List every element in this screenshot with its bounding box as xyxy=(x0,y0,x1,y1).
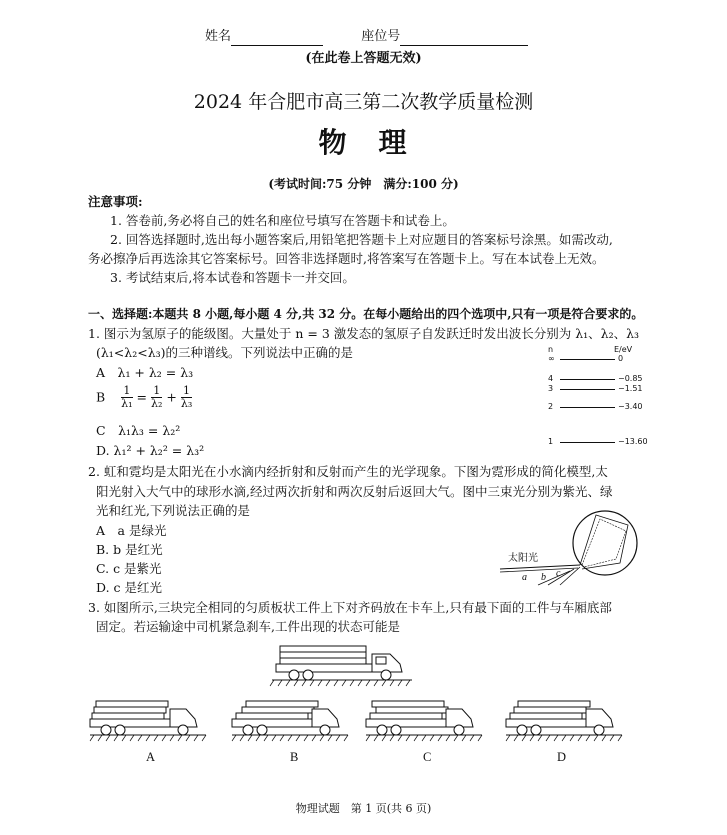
wheel xyxy=(257,725,267,735)
truck-cab xyxy=(586,709,613,727)
q3-option-d-label: D xyxy=(557,750,567,764)
notice-item-1: 1. 答卷前,务必将自己的姓名和座位号填写在答题卡和试卷上。 xyxy=(110,213,455,228)
plate-middle xyxy=(514,707,586,713)
wheel xyxy=(381,670,391,680)
seat-blank xyxy=(400,33,528,46)
q2-stem-line2: 阳光射入大气中的球形水滴,经过两次折射和两次反射后返回大气。图中三束光分别为紫光、绿 xyxy=(96,484,613,499)
wheel xyxy=(289,670,299,680)
wheel xyxy=(531,725,541,735)
ray-label-c: c xyxy=(556,568,561,579)
energy-level-diagram xyxy=(548,345,658,455)
energy-axis-label: E/eV xyxy=(614,345,633,354)
level-n-inf: ∞ xyxy=(548,354,555,363)
q2-stem-line3: 光和红光,下列说法正确的是 xyxy=(96,503,250,518)
invalid-note: (在此卷上答题无效) xyxy=(305,51,422,66)
ground-hatch xyxy=(232,735,348,741)
fraction-1: $\frac{1}{\text{λ₁}}$ xyxy=(121,384,133,410)
q2-option-a: A a 是绿光 xyxy=(96,523,167,538)
level-e-inf: 0 xyxy=(618,354,624,363)
plate-top xyxy=(246,701,318,707)
notice-heading: 注意事项: xyxy=(88,194,143,209)
wheel xyxy=(303,670,313,680)
level-line xyxy=(560,359,615,360)
plate-bottom xyxy=(236,713,308,719)
q1-stem-line2: (λ₁<λ₂<λ₃)的三种谱线。下列说法中正确的是 xyxy=(96,345,354,360)
ground-hatch xyxy=(90,735,206,741)
q1-option-c: C λ₁λ₃ = λ₂² xyxy=(96,423,181,438)
q3-option-a-label: A xyxy=(146,750,156,764)
internal-ray xyxy=(582,519,626,567)
level-line xyxy=(560,442,615,443)
level-line xyxy=(560,389,615,390)
plate-middle xyxy=(94,707,166,713)
ground-hatch xyxy=(366,735,482,741)
ground-hatch xyxy=(270,680,410,686)
q3-stem-line2: 固定。若运输途中司机紧急刹车,工件出现的状态可能是 xyxy=(96,619,400,634)
wheel xyxy=(391,725,401,735)
truck-bed xyxy=(366,719,446,727)
ray-label-b: b xyxy=(541,572,546,583)
level-e-1: −13.60 xyxy=(618,437,648,446)
level-n-2: 2 xyxy=(548,402,554,411)
ray-label-a: a xyxy=(522,572,527,583)
wheel xyxy=(178,725,188,735)
q1-option-b-letter: B xyxy=(96,389,106,405)
truck-main-figure xyxy=(272,640,417,686)
plate-bottom xyxy=(510,713,582,719)
q1-option-d: D. λ₁² + λ₂² = λ₃² xyxy=(96,443,205,458)
plate-top xyxy=(372,701,444,707)
name-blank xyxy=(231,33,323,46)
wheel xyxy=(454,725,464,735)
truck-option-b xyxy=(232,697,352,743)
fraction-3: $\frac{1}{\text{λ₃}}$ xyxy=(180,384,193,410)
sunlight-label: 太阳光 xyxy=(508,553,538,564)
q2-option-b: B. b 是红光 xyxy=(96,542,163,557)
level-e-2: −3.40 xyxy=(618,402,643,411)
plate-middle xyxy=(376,707,448,713)
page-footer: 物理试题 第 1 页(共 6 页) xyxy=(295,802,432,815)
wheel xyxy=(243,725,253,735)
plate-bottom xyxy=(370,713,442,719)
notice-item-2: 2. 回答选择题时,选出每小题答案后,用铅笔把答题卡上对应题目的答案标号涂黑。如需改动, xyxy=(110,232,613,247)
exam-title: 2024 年合肥市高三第二次教学质量检测 xyxy=(193,91,534,113)
q2-option-c: C. c 是紫光 xyxy=(96,561,162,576)
wheel xyxy=(517,725,527,735)
notice-item-3: 3. 考试结束后,将本试卷和答题卡一并交回。 xyxy=(110,270,355,285)
wheel xyxy=(101,725,111,735)
q1-option-b: B $\frac{1}{\text{λ₁}}$ = $\frac{1}{\text{λ₂}}$ + $\frac{1}{\text{λ₃}}$ xyxy=(96,384,193,410)
n-axis-label: n xyxy=(548,345,554,354)
level-n-4: 4 xyxy=(548,374,554,383)
level-n-1: 1 xyxy=(548,437,554,446)
truck-bed xyxy=(90,719,170,727)
plate-middle xyxy=(280,652,366,658)
name-label: 姓名 xyxy=(205,29,232,44)
truck-bed xyxy=(506,719,586,727)
q2-stem-line1: 2. 虹和霓均是太阳光在小水滴内经折射和反射而产生的光学现象。下图为霓形成的简化模型,太 xyxy=(88,464,608,479)
name-field xyxy=(205,28,528,46)
ground-hatch xyxy=(506,735,622,741)
q3-option-b-label: B xyxy=(290,750,299,764)
wheel xyxy=(320,725,330,735)
plate-top xyxy=(280,646,366,652)
notice-item-2-cont: 务必擦净后再选涂其它答案标号。回答非选择题时,将答案写在答题卡上。写在本试卷上无效。 xyxy=(88,251,605,266)
truck-option-d xyxy=(506,697,626,743)
plate-middle xyxy=(242,707,314,713)
truck-option-a xyxy=(90,697,210,743)
q1-stem-line1: 1. 图示为氢原子的能级图。大量处于 n = 3 激发态的氢原子自发跃迁时发出波长分别为 λ₁、λ₂、λ₃ xyxy=(88,326,640,341)
truck-cab xyxy=(170,709,197,727)
level-n-3: 3 xyxy=(548,384,554,393)
q3-option-c-label: C xyxy=(423,750,432,764)
fraction-2: $\frac{1}{\text{λ₂}}$ xyxy=(151,384,163,410)
seat-label: 座位号 xyxy=(361,29,401,44)
wheel xyxy=(115,725,125,735)
level-e-4: −0.85 xyxy=(618,374,643,383)
level-line xyxy=(560,407,615,408)
internal-ray xyxy=(580,515,628,569)
wheel xyxy=(594,725,604,735)
exam-info: (考试时间:75 分钟 满分:100 分) xyxy=(268,177,459,191)
truck-cab xyxy=(446,709,473,727)
truck-option-c xyxy=(366,697,486,743)
plate-top xyxy=(96,701,168,707)
q1-option-a: A λ₁ + λ₂ = λ₃ xyxy=(96,365,194,380)
plate-top xyxy=(518,701,590,707)
section-heading: 一、选择题:本题共 8 小题,每小题 4 分,共 32 分。在每小题给出的四个选项中,只有一项是符合要求的。 xyxy=(88,307,644,321)
plate-bottom xyxy=(92,713,164,719)
level-line xyxy=(560,379,615,380)
truck-bed xyxy=(276,664,372,672)
subject-title: 物 理 xyxy=(318,126,409,159)
q2-option-d: D. c 是红光 xyxy=(96,580,162,595)
exit-ray-b xyxy=(548,569,574,585)
q3-stem-line1: 3. 如图所示,三块完全相同的匀质板状工件上下对齐码放在卡车上,只有最下面的工件与车厢底部 xyxy=(88,600,612,615)
truck-cab xyxy=(312,709,339,727)
truck-bed xyxy=(232,719,312,727)
plate-bottom xyxy=(280,658,366,664)
wheel xyxy=(377,725,387,735)
level-e-3: −1.51 xyxy=(618,384,643,393)
